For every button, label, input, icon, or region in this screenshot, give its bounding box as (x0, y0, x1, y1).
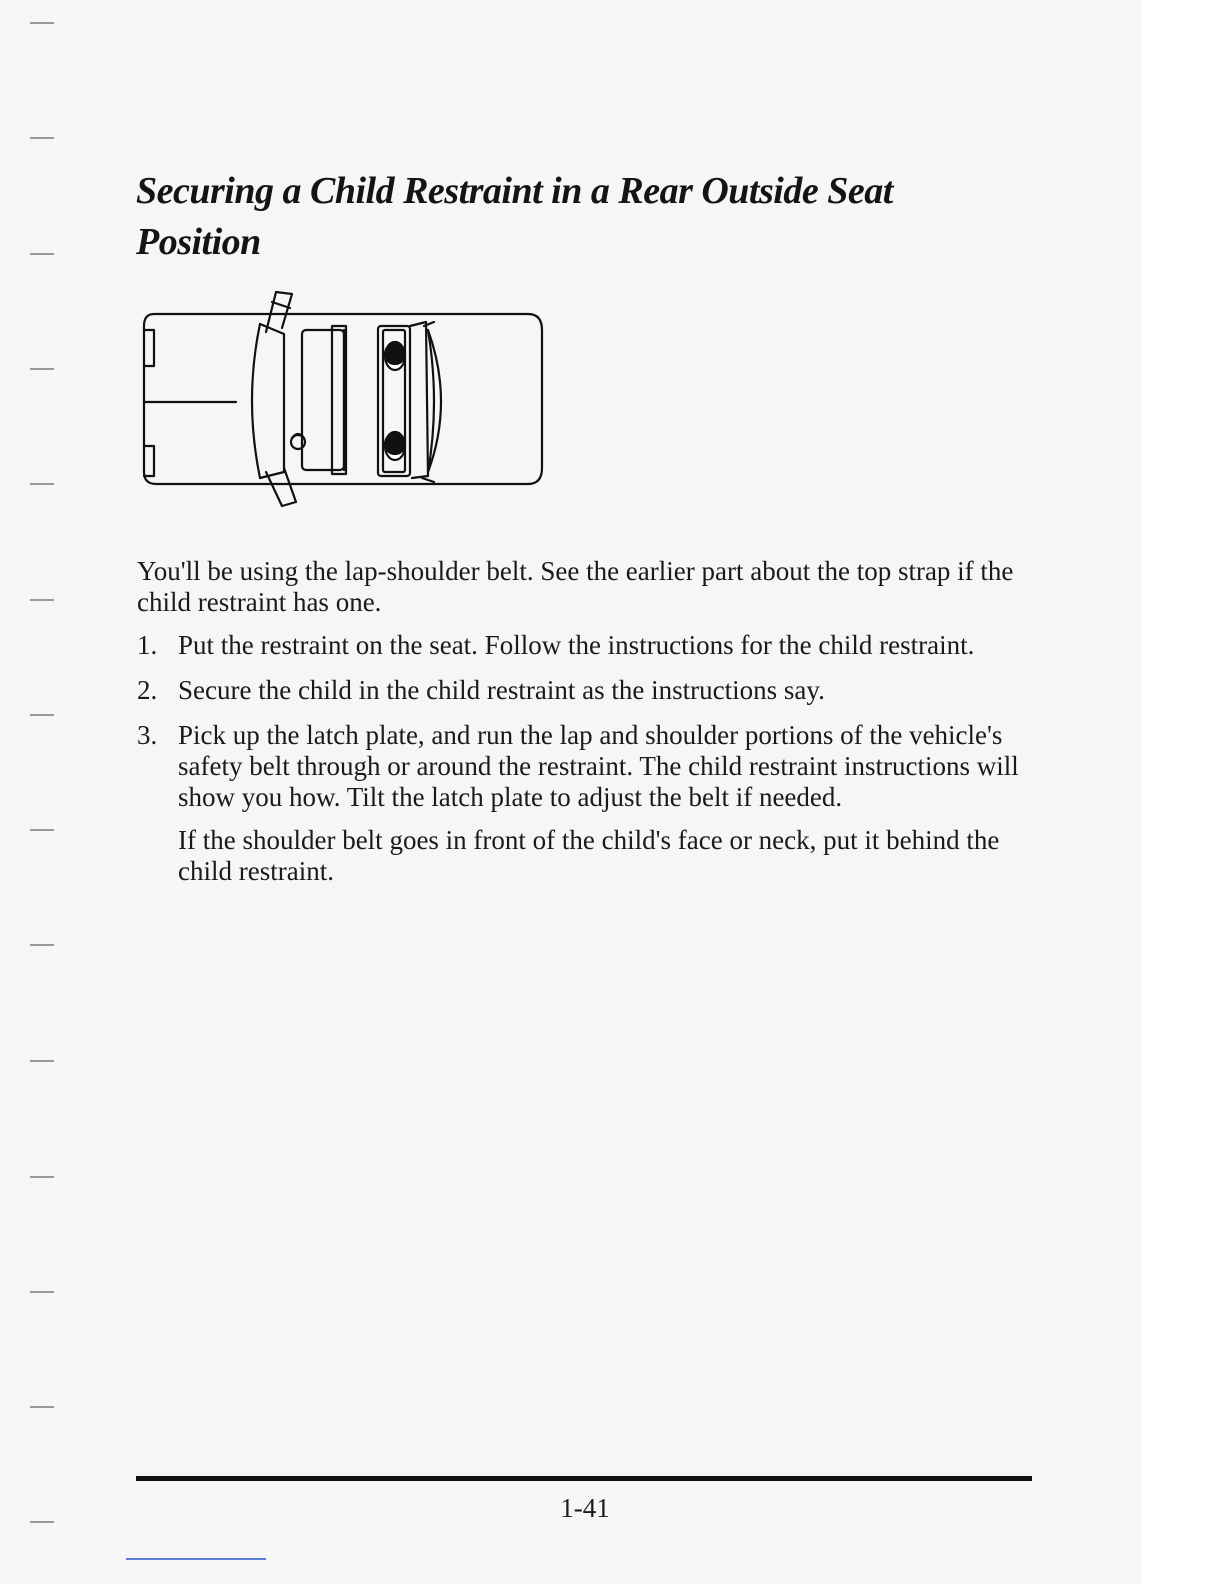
edge-tick (30, 1176, 54, 1178)
step-number: 3. (137, 720, 158, 750)
step-text: Secure the child in the child restraint as the instructions say. (178, 675, 825, 705)
edge-tick (30, 22, 54, 24)
intro-paragraph: You'll be using the lap-shoulder belt. See the earlier part about the top strap if the child restraint has one. (137, 556, 1014, 617)
step-number: 1. (137, 630, 158, 660)
edge-tick (30, 137, 54, 139)
step-text: Pick up the latch plate, and run the lap and shoulder portions of the vehicle's safety belt through or around the restraint. The child restraint instructions will show you how. Tilt the latch plate to adjust the belt if needed. (178, 720, 1019, 812)
page-number: 1-41 (560, 1493, 610, 1523)
footer-rule (136, 1476, 1032, 1481)
top-view-car-diagram (136, 286, 556, 516)
edge-tick (30, 714, 54, 716)
edge-tick (30, 253, 54, 255)
edge-tick (30, 483, 54, 485)
list-item (137, 720, 1037, 813)
steps-list (137, 630, 1037, 813)
page-title: Securing a Child Restraint in a Rear Outside Seat Position (136, 170, 893, 263)
edge-tick (30, 599, 54, 601)
edge-tick (30, 1060, 54, 1062)
step-number: 2. (137, 675, 158, 705)
instructions-body (137, 556, 1037, 887)
edge-tick (30, 1291, 54, 1293)
edge-tick (30, 368, 54, 370)
list-item (137, 675, 1037, 706)
edge-tick (30, 1406, 54, 1408)
edge-tick (30, 829, 54, 831)
step3-note: If the shoulder belt goes in front of the child's face or neck, put it behind the child restraint. (178, 825, 1000, 886)
list-item (137, 630, 1037, 661)
scan-underline (126, 1558, 266, 1560)
step-text: Put the restraint on the seat. Follow the instructions for the child restraint. (178, 630, 975, 660)
edge-tick (30, 944, 54, 946)
